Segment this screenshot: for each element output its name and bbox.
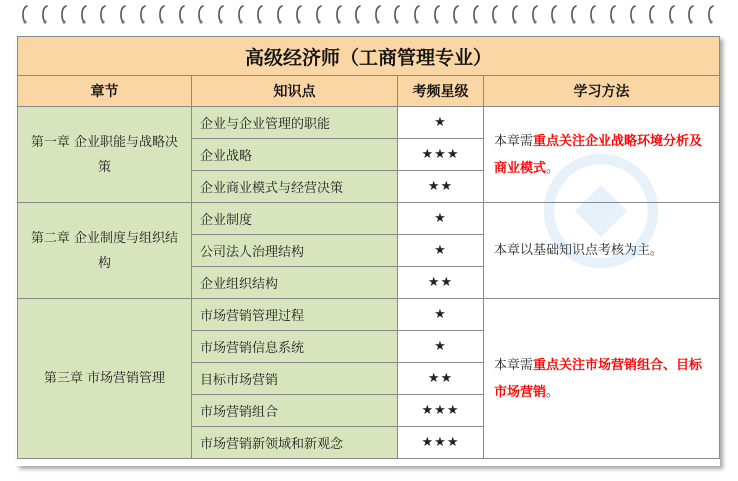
method-text: 本章以基础知识点考核为主。 (494, 243, 664, 258)
spiral-ring-icon (118, 4, 128, 24)
star-rating: ★★ (398, 171, 484, 203)
spiral-ring-icon (490, 4, 500, 24)
knowledge-point: 市场营销组合 (192, 395, 398, 427)
spiral-ring-icon (628, 4, 638, 24)
method-cell (484, 299, 720, 459)
spiral-ring-icon (588, 4, 598, 24)
spiral-ring-icon (471, 4, 481, 24)
spiral-ring-icon (608, 4, 618, 24)
header-knowledge-point: 知识点 (192, 76, 398, 107)
header-row (18, 76, 720, 107)
star-rating: ★★★ (398, 427, 484, 459)
spiral-ring-icon (451, 4, 461, 24)
table-title: 高级经济师（工商管理专业） (18, 37, 720, 76)
knowledge-point: 企业商业模式与经营决策 (192, 171, 398, 203)
spiral-ring-icon (314, 4, 324, 24)
spiral-ring-icon (40, 4, 50, 24)
knowledge-point: 市场营销管理过程 (192, 299, 398, 331)
spiral-ring-icon (569, 4, 579, 24)
spiral-ring-icon (530, 4, 540, 24)
spiral-binding (0, 0, 738, 30)
star-rating: ★★★ (398, 395, 484, 427)
header-frequency: 考频星级 (398, 76, 484, 107)
header-chapter: 章节 (18, 76, 192, 107)
knowledge-point: 市场营销新领域和新观念 (192, 427, 398, 459)
spiral-ring-icon (294, 4, 304, 24)
spiral-ring-icon (177, 4, 187, 24)
knowledge-point: 目标市场营销 (192, 363, 398, 395)
spiral-ring-icon (510, 4, 520, 24)
method-suffix: 。 (546, 160, 560, 176)
star-rating: ★ (398, 235, 484, 267)
method-text: 本章需 (494, 357, 534, 373)
spiral-ring-icon (255, 4, 265, 24)
knowledge-point: 企业与企业管理的职能 (192, 107, 398, 139)
spiral-ring-icon (647, 4, 657, 24)
method-highlight: 重点关注市场营销组合、目标市场营销 (494, 357, 703, 400)
star-rating: ★★ (398, 363, 484, 395)
knowledge-point: 市场营销信息系统 (192, 331, 398, 363)
knowledge-point: 公司法人治理结构 (192, 235, 398, 267)
spiral-ring-icon (392, 4, 402, 24)
spiral-ring-icon (20, 4, 30, 24)
document-sheet (16, 36, 720, 466)
header-method: 学习方法 (484, 76, 720, 107)
knowledge-point: 企业制度 (192, 203, 398, 235)
chapter-cell: 第一章 企业职能与战略决策 (18, 107, 192, 203)
spiral-ring-icon (236, 4, 246, 24)
chapter-cell: 第二章 企业制度与组织结构 (18, 203, 192, 299)
knowledge-point: 企业组织结构 (192, 267, 398, 299)
method-highlight: 重点关注企业战略环境分析及商业模式 (494, 133, 703, 176)
spiral-ring-icon (686, 4, 696, 24)
spiral-ring-icon (98, 4, 108, 24)
knowledge-point: 企业战略 (192, 139, 398, 171)
star-rating: ★ (398, 203, 484, 235)
spiral-ring-icon (275, 4, 285, 24)
star-rating: ★★ (398, 267, 484, 299)
spiral-ring-icon (59, 4, 69, 24)
spiral-ring-icon (373, 4, 383, 24)
spiral-ring-icon (549, 4, 559, 24)
spiral-ring-icon (157, 4, 167, 24)
watermark-logo-icon (536, 146, 666, 276)
spiral-ring-icon (79, 4, 89, 24)
method-text: 本章需 (494, 133, 534, 149)
spiral-ring-icon (667, 4, 677, 24)
chapter-cell: 第三章 市场营销管理 (18, 299, 192, 459)
spiral-ring-icon (334, 4, 344, 24)
method-suffix: 。 (546, 384, 560, 400)
spiral-ring-icon (216, 4, 226, 24)
spiral-ring-icon (432, 4, 442, 24)
star-rating: ★ (398, 107, 484, 139)
spiral-ring-icon (196, 4, 206, 24)
star-rating: ★ (398, 331, 484, 363)
title-row (18, 37, 720, 76)
star-rating: ★ (398, 299, 484, 331)
spiral-ring-icon (412, 4, 422, 24)
spiral-ring-icon (706, 4, 716, 24)
spiral-ring-icon (353, 4, 363, 24)
spiral-ring-icon (138, 4, 148, 24)
table-row (18, 107, 720, 139)
star-rating: ★★★ (398, 139, 484, 171)
table-row (18, 299, 720, 331)
